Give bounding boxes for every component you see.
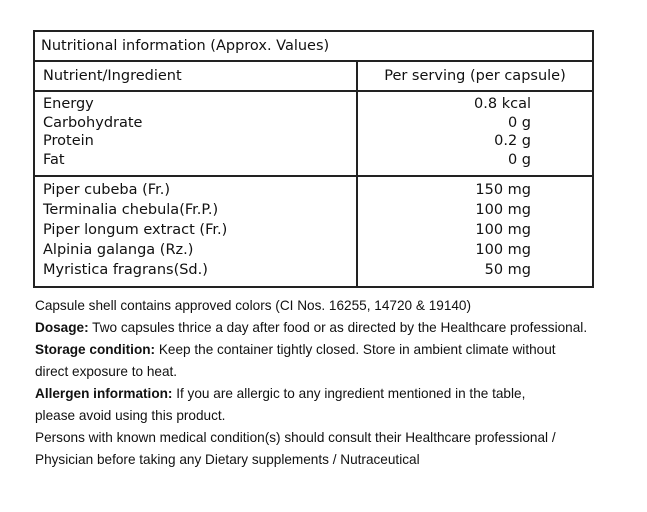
nutrient-name: Fat [43,151,65,168]
ingredients-group [34,176,593,287]
storage-note-continued: direct exposure to heat. [35,364,178,379]
table-header-row [34,61,593,91]
medical-note-continued: Physician before taking any Dietary supplements / Nutraceutical [35,452,420,467]
header-nutrient: Nutrient/Ingredient [34,61,357,91]
table-title: Nutritional information (Approx. Values) [34,31,593,61]
ingredient-name: Piper cubeba (Fr.) [43,182,170,198]
ingredient-name: Piper longum extract (Fr.) [43,222,228,238]
table-title-row [34,31,593,61]
allergen-note [35,383,635,405]
storage-text: Keep the container tightly closed. Store in ambient climate without [155,342,556,357]
nutrition-table [33,30,594,288]
nutrient-name: Energy [43,96,94,112]
allergen-note-continued: please avoid using this product. [35,408,226,423]
allergen-text: If you are allergic to any ingredient mentioned in the table, [172,386,526,401]
ingredient-name: Myristica fragrans(Sd.) [43,262,208,278]
nutrient-name: Protein [43,133,94,149]
storage-label: Storage condition: [35,342,156,357]
nutrient-value: 0 g [507,114,531,131]
nutrient-value: 0 g [507,151,531,168]
nutrient-name: Carbohydrate [43,114,143,131]
allergen-label: Allergen information: [35,386,173,401]
storage-note [35,339,635,361]
ingredient-value: 150 mg [475,182,531,198]
nutrient-value: 0.2 g [494,133,531,149]
label-notes [35,295,635,471]
ingredient-value: 100 mg [475,242,531,258]
ingredient-values [357,176,593,287]
capsule-shell-note: Capsule shell contains approved colors (CI Nos. 16255, 14720 & 19140) [35,298,472,313]
ingredient-value: 50 mg [484,262,531,278]
header-per-serving: Per serving (per capsule) [357,61,593,91]
ingredient-names [34,176,357,287]
ingredient-name: Alpinia galanga (Rz.) [43,242,194,258]
ingredient-value: 100 mg [475,202,531,218]
dosage-note [35,317,635,339]
nutrient-value: 0.8 kcal [474,96,531,112]
nutrients-group [34,91,593,176]
dosage-label: Dosage: [35,320,89,335]
ingredient-name: Terminalia chebula(Fr.P.) [43,202,219,218]
dosage-text: Two capsules thrice a day after food or as directed by the Healthcare professional. [88,320,588,335]
medical-note: Persons with known medical condition(s) should consult their Healthcare professional / [35,430,556,445]
ingredient-value: 100 mg [475,222,531,238]
nutrient-names [34,91,357,176]
nutrient-values [357,91,593,176]
